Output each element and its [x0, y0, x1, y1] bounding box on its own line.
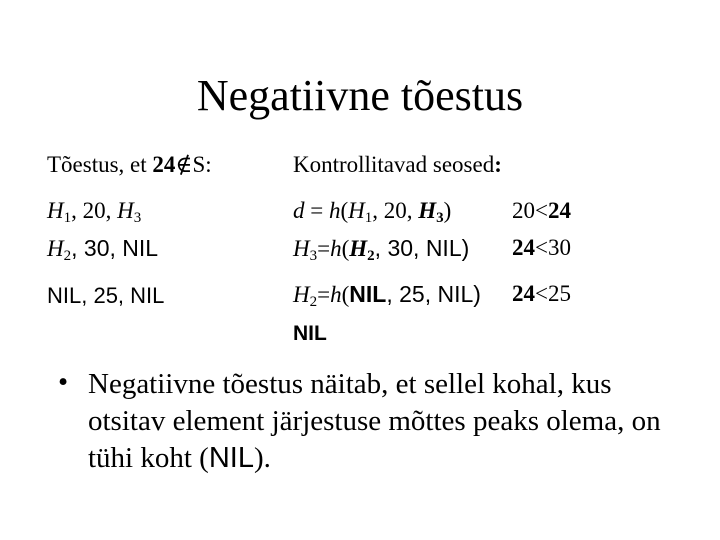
- row-1-middle: [293, 198, 451, 224]
- subscript: 3: [133, 210, 142, 226]
- bullet-text: Negatiivne tõestus näitab, et sellel kohal, kus otsitav element järjestuse mõttes peaks olema, on tühi koht (: [88, 368, 661, 474]
- equals: =: [317, 236, 331, 261]
- bullet-text-end: ).: [253, 442, 271, 474]
- h-var: H: [293, 282, 310, 307]
- relations-header: [293, 152, 502, 178]
- proof-header-number: 24: [152, 152, 176, 177]
- row-2-left: [47, 235, 158, 262]
- row-3-right: [512, 281, 571, 307]
- equals: =: [304, 198, 329, 223]
- h-var: H: [117, 198, 134, 223]
- slide-title: Negatiivne tõestus: [196, 71, 524, 120]
- row-1-right: [512, 198, 571, 224]
- comparison-value: 24: [547, 198, 571, 223]
- subscript: 2: [63, 248, 72, 264]
- h-var: H: [418, 198, 437, 223]
- nil-value: NIL: [349, 281, 387, 307]
- relations-header-colon: :: [494, 152, 502, 177]
- d-var: d: [293, 198, 305, 223]
- not-in-symbol: ∉: [175, 152, 193, 177]
- subscript: 1: [63, 210, 72, 226]
- hash-fn: h: [328, 198, 341, 223]
- equals: =: [317, 282, 331, 307]
- row-3-left: NIL, 25, NIL: [47, 283, 165, 308]
- paren: ): [443, 198, 452, 223]
- subscript: 2: [367, 248, 375, 264]
- paren: (: [341, 236, 350, 261]
- subscript: 2: [309, 294, 318, 310]
- row-2-middle: [293, 235, 469, 262]
- paren: (: [341, 282, 350, 307]
- row-3-middle: [293, 281, 481, 308]
- args: , 25, NIL): [386, 281, 481, 307]
- proof-header: [47, 152, 212, 178]
- args: , 30, NIL): [374, 235, 470, 261]
- proof-header-set: S:: [192, 152, 212, 177]
- row-2-left-rest: , 30, NIL: [71, 235, 159, 261]
- relations-header-text: Kontrollitavad seosed: [293, 152, 495, 177]
- row-1-left-rest: , 20,: [71, 198, 118, 223]
- hash-fn: h: [330, 236, 342, 261]
- row-1-left: [47, 198, 141, 224]
- subscript: 3: [436, 210, 444, 226]
- comparison-value: 24: [512, 281, 535, 306]
- comparison-part: <30: [535, 235, 571, 260]
- bullet-nil: NIL: [208, 442, 254, 474]
- proof-header-prefix: Tõestus, et: [47, 152, 153, 177]
- comparison-part: 20<: [512, 198, 548, 223]
- comparison-value: 24: [512, 235, 535, 260]
- h-var: H: [348, 198, 365, 223]
- paren: (: [340, 198, 349, 223]
- args: , 20,: [372, 198, 419, 223]
- bullet-paragraph: [88, 366, 688, 477]
- comparison-part: <25: [535, 281, 571, 306]
- subscript: 3: [309, 248, 318, 264]
- row-2-right: [512, 235, 571, 261]
- bullet-icon: •: [58, 366, 69, 398]
- h-var: H: [47, 198, 64, 223]
- h-var: H: [349, 236, 368, 261]
- h-var: H: [293, 236, 310, 261]
- h-var: H: [47, 236, 64, 261]
- hash-fn: h: [330, 282, 342, 307]
- subscript: 1: [364, 210, 373, 226]
- nil-line: NIL: [293, 322, 327, 345]
